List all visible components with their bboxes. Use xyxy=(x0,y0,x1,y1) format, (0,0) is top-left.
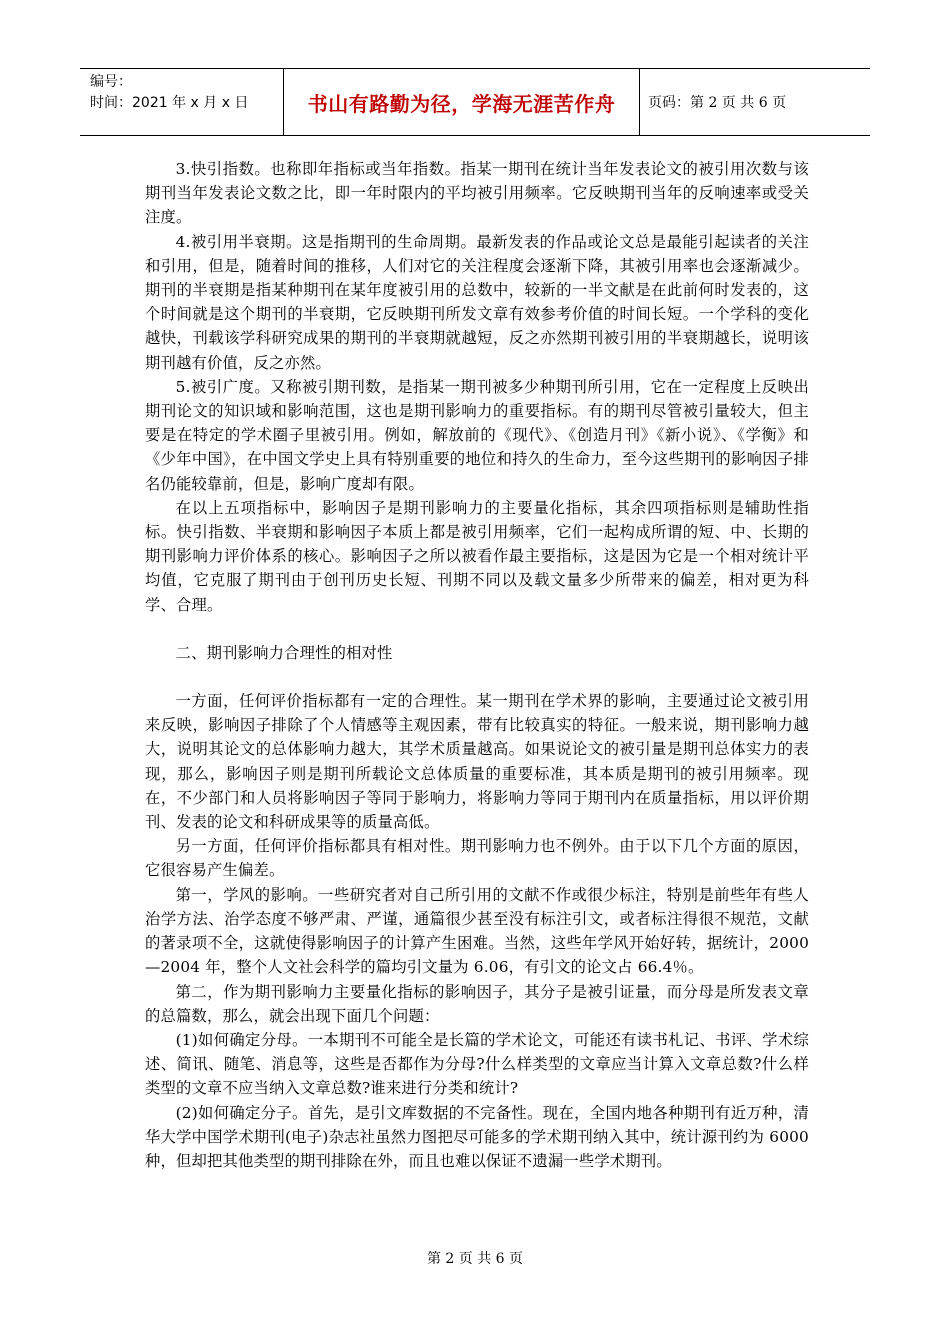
header-page-number: 页码：第 2 页 共 6 页 xyxy=(648,95,787,111)
paragraph: 4.被引用半衰期。这是指期刊的生命周期。最新发表的作品或论文总是最能引起读者的关注和引用，但是，随着时间的推移，人们对它的关注程度会逐渐下降，其被引用率也会逐渐减少。期刊的半衰期是指某种期刊在某年度被引用的总数中，较新的一半文献是在此前何时发表的，这个时间就是这个期刊的半衰期，它反映期刊所发文章有效参考价值的时间长短。一个学科的变化越快，刊载该学科研究成果的期刊的半衰期就越短，反之亦然期刊被引用的半衰期越长，说明该期刊越有价值，反之亦然。 xyxy=(145,232,809,372)
document-number-label: 编号： xyxy=(90,74,132,90)
paragraph: 一方面，任何评价指标都有一定的合理性。某一期刊在学术界的影响，主要通过论文被引用来反映，影响因子排除了个人情感等主观因素，带有比较真实的特征。一般来说，期刊影响力越大，说明其论文的总体影响力越大，其学术质量越高。如果说论文的被引量是期刊总体实力的表现，那么，影响因子则是期刊所载论文总体质量的重要标准，其本质是期刊的被引用频率。现在，不少部门和人员将影响因子等同于影响力，将影响力等同于期刊内在质量指标，用以评价期刊、发表的论文和科研成果等的质量高低。 xyxy=(145,692,809,832)
header-page-cell xyxy=(640,69,870,135)
document-body xyxy=(145,157,809,1173)
paragraph: (2)如何确定分子。首先，是引文库数据的不完备性。现在，全国内地各种期刊有近万种，清华大学中国学术期刊(电子)杂志社虽然力图把尽可能多的学术期刊纳入其中，统计源刊约为 6000 种，但却把其他类型的期刊排除在外，而且也难以保证不遗漏一些学术期刊。 xyxy=(145,1103,809,1170)
footer-page-number: 第 2 页 共 6 页 xyxy=(426,1251,524,1267)
paragraph: 5.被引广度。又称被引期刊数，是指某一期刊被多少种期刊所引用，它在一定程度上反映出期刊论文的知识域和影响范围，这也是期刊影响力的重要指标。有的期刊尽管被引量较大，但主要是在特定的学术圈子里被引用。例如，解放前的《现代》、《创造月刊》《新小说》、《学衡》和《少年中国》，在中国文学史上具有特别重要的地位和持久的生命力，至今这些期刊的影响因子排名仍能较靠前，但是，影响广度却有限。 xyxy=(145,377,809,493)
paragraph: (1)如何确定分母。一本期刊不可能全是长篇的学术论文，可能还有读书札记、书评、学术综述、简讯、随笔、消息等，这些是否都作为分母?什么样类型的文章应当计算入文章总数?什么样类型的文章不应当纳入文章总数?谁来进行分类和统计? xyxy=(145,1030,809,1098)
paragraph: 另一方面，任何评价指标都具有相对性。期刊影响力也不例外。由于以下几个方面的原因，它很容易产生偏差。 xyxy=(145,837,809,880)
section-heading: 二、期刊影响力合理性的相对性 xyxy=(175,643,393,662)
document-date-label: 时间：2021 年 x 月 x 日 xyxy=(90,95,249,111)
header-motto: 书山有路勤为径，学海无涯苦作舟 xyxy=(307,91,616,116)
page-footer xyxy=(0,1248,950,1268)
paragraph: 第二，作为期刊影响力主要量化指标的影响因子，其分子是被引证量，而分母是所发表文章的总篇数，那么，就会出现下面几个问题： xyxy=(145,982,809,1025)
paragraph: 第一，学风的影响。一些研究者对自己所引用的文献不作或很少标注，特别是前些年有些人治学方法、治学态度不够严肃、严谨，通篇很少甚至没有标注引文，或者标注得很不规范，文献的著录项不全，这就使得影响因子的计算产生困难。当然，这些年学风开始好转，据统计，2000—2004 年，整个人文社会科学的篇均引文量为 6.06，有引文的论文占 66.4％。 xyxy=(145,885,809,977)
paragraph: 3.快引指数。也称即年指标或当年指数。指某一期刊在统计当年发表论文的被引用次数与该期刊当年发表论文数之比，即一年时限内的平均被引用频率。它反映期刊当年的反响速率或受关注度。 xyxy=(145,160,809,227)
paragraph: 在以上五项指标中，影响因子是期刊影响力的主要量化指标，其余四项指标则是辅助性指标。快引指数、半衰期和影响因子本质上都是被引用频率，它们一起构成所谓的短、中、长期的期刊影响力评价体系的核心。影响因子之所以被看作最主要指标，这是因为它是一个相对统计平均值，它克服了期刊由于创刊历史长短、刊期不同以及载文量多少所带来的偏差，相对更为科学、合理。 xyxy=(145,498,809,614)
header-info-cell xyxy=(80,69,284,135)
page-header xyxy=(80,68,870,136)
header-motto-cell xyxy=(284,69,640,135)
